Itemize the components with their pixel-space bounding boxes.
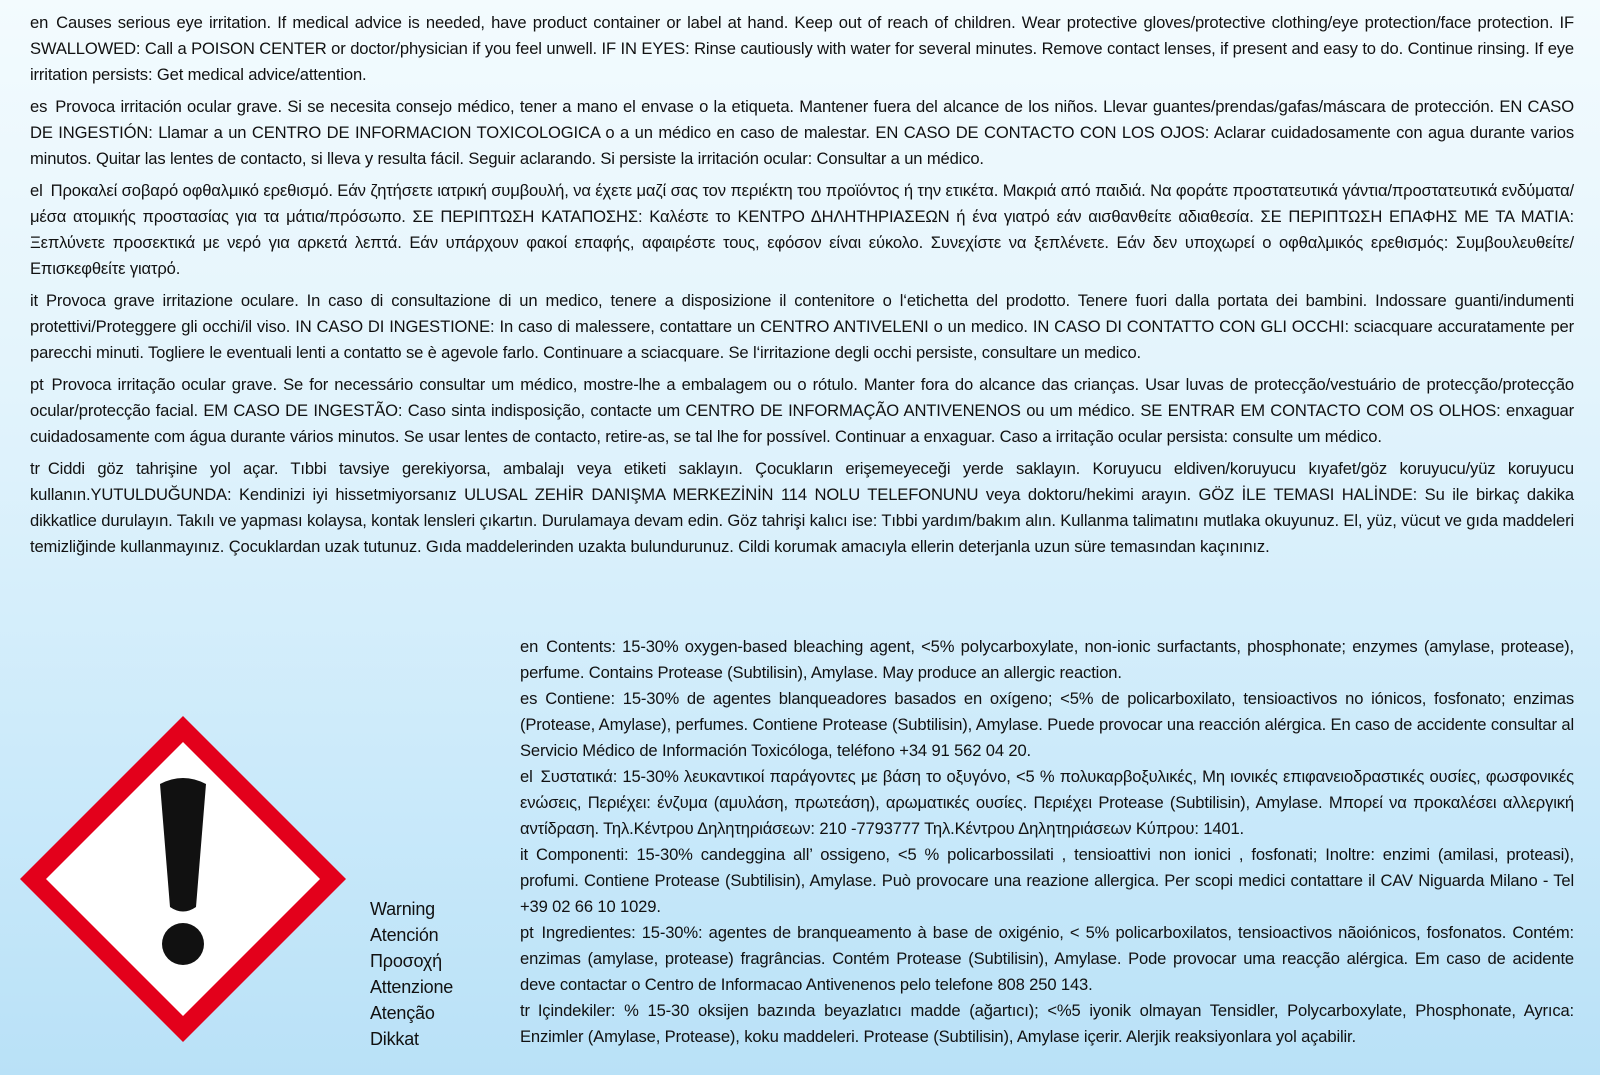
hazard-text: Provoca irritación ocular grave. Si se necesita consejo médico, tener a mano el envase o la etiqueta. Mantener fuera del alcance de los niños. Llevar guantes/prendas/gafas/máscara de protección. EN CASO DE INGESTIÓN: Llamar a un CENTRO DE INFORMACION TOXICOLOGICA o a un médico en caso de malestar. EN CASO DE CONTACTO CON LOS OJOS: Aclarar cuidadosamente con agua durante varios minutos. Quitar las lentes de contacto, si lleva y resulta fácil. Seguir aclarando. Si persiste la irritación ocular: Consultar a un médico. xyxy=(30,97,1574,168)
lang-code: it xyxy=(520,845,528,864)
lang-code: it xyxy=(30,291,38,310)
signal-word-pt: Atenção xyxy=(370,1003,435,1023)
contents-text: Contents: 15-30% oxygen-based bleaching agent, <5% polycarboxylate, non-ionic surfactants, phosphonate; enzymes (amylase, protease), perfume. Contains Protease (Subtilisin), Amylase. May produce an allergic reaction. xyxy=(520,637,1574,682)
ghs-exclamation-mark-icon xyxy=(16,712,350,1046)
lang-code: el xyxy=(30,181,43,200)
lang-code: es xyxy=(30,97,48,116)
contents-it xyxy=(520,842,1574,920)
contents-text: Içindekiler: % 15-30 oksijen bazında beyazlatıcı madde (ağartıcı); <%5 iyonik olmayan Tensidler, Polycarboxylate, Phosphonate, Ayrıca: Enzimler (Amylase, Protease), koku maddeleri. Protease (Subtilisin), Amylase içerir. Alerjik reaksiyonlara yol açabilir. xyxy=(520,1001,1574,1046)
contents-tr xyxy=(520,998,1574,1050)
lang-code: pt xyxy=(520,923,534,942)
lang-code: tr xyxy=(520,1001,530,1020)
exclamation-dot xyxy=(162,923,204,965)
contents-text: Contiene: 15-30% de agentes blanqueadores basados en oxígeno; <5% de policarboxilato, tensioactivos no iónicos, fosfonato; enzimas (Protease, Amylase), perfumes. Contiene Protease (Subtilisin), Amylase. Puede provocar una reacción alérgica. En caso de accidente consultar al Servicio Médico de Información Toxicóloga, teléfono +34 91 562 04 20. xyxy=(520,689,1574,760)
signal-word-en: Warning xyxy=(370,899,435,919)
hazard-statement-en xyxy=(30,10,1574,88)
hazard-statement-es xyxy=(30,94,1574,172)
signal-word-tr: Dikkat xyxy=(370,1029,419,1049)
signal-word-es: Atención xyxy=(370,925,439,945)
contents-pt xyxy=(520,920,1574,998)
lang-code: es xyxy=(520,689,538,708)
hazard-statement-el xyxy=(30,178,1574,282)
contents-statements xyxy=(520,634,1574,1050)
hazard-text: Causes serious eye irritation. If medical advice is needed, have product container or label at hand. Keep out of reach of children. Wear protective gloves/protective clothing/eye protection/face protection. IF SWALLOWED: Call a POISON CENTER or doctor/physician if you feel unwell. IF IN EYES: Rinse cautiously with water for several minutes. Remove contact lenses, if present and easy to do. Continue rinsing. If eye irritation persists: Get medical advice/attention. xyxy=(30,13,1574,84)
contents-text: Componenti: 15-30% candeggina all’ ossigeno, <5 % policarbossilati , tensioattivi non ionici , fosfonati; Inoltre: enzimi (amilasi, proteasi), profumi. Contiene Protease (Subtilisin), Amylase. Può provocare una reazione allergica. Per scopi medici contattare il CAV Niguarda Milano - Tel +39 02 66 10 1029. xyxy=(520,845,1574,916)
hazard-statement-it xyxy=(30,288,1574,366)
contents-text: Συστατικά: 15-30% λευκαντικοί παράγοντες με βάση το οξυγόνο, <5 % πολυκαρβοξυλικές, Μη ιονικές επιφανειοδραστικές ουσίες, φωσφονικές ενώσεις, Περιέχει: ένζυμα (αμυλάση, πρωτεάση), αρωματικές ουσίες. Περιέχει Protease (Subtilisin), Amylase. Μπορεί να προκαλέσει αλλεργική αντίδραση. Τηλ.Κέντρου Δηλητηριάσεων: 210 -7793777 Τηλ.Κέντρου Δηλητηριάσεων Κύπρου: 1401. xyxy=(520,767,1574,838)
hazard-statement-tr xyxy=(30,456,1574,560)
contents-es xyxy=(520,686,1574,764)
signal-word-it: Attenzione xyxy=(370,977,454,997)
hazard-text: Ciddi göz tahrişine yol açar. Tıbbi tavsiye gerekiyorsa, ambalajı veya etiketi saklayın. Çocukların erişemeyeceği yerde saklayın. Koruyucu eldiven/koruyucu kıyafet/göz koruyucu/yüz koruyucu kullanın.YUTULDUĞUNDA: Kendinizi iyi hissetmiyorsanız ULUSAL ZEHİR DANIŞMA MERKEZİNİN 114 NOLU TELEFONUNU veya doktoru/hekimi arayın. GÖZ İLE TEMASI HALİNDE: Su ile birkaç dakika dikkatlice durulayın. Takılı ve yapması kolaysa, kontak lensleri çıkartın. Durulamaya devam edin. Göz tahrişi kalıcı ise: Tıbbi yardım/bakım alın. Kullanma talimatını mutlaka okuyunuz. El, yüz, vücut ve gıda maddeleri temizliğinde kullanmayınız. Çocuklardan uzak tutunuz. Gıda maddelerinden uzakta bulundurunuz. Cildi korumak amacıyla ellerin deterjanla uzun süre temasından kaçınınız. xyxy=(30,459,1574,556)
contents-el xyxy=(520,764,1574,842)
signal-words xyxy=(370,896,500,1052)
contents-text: Ingredientes: 15-30%: agentes de branqueamento à base de oxigénio, < 5% policarboxilatos, tensioactivos nãoiónicos, fosfonatos. Contém: enzimas (amylase, protease) fragrâncias. Contém Protease (Subtilisin), Amylase. Pode provocar uma reacção alérgica. Em caso de acidente deve contactar o Centro de Informacao Antivenenos pelo telefone 808 250 143. xyxy=(520,923,1574,994)
lang-code: tr xyxy=(30,459,40,478)
hazard-statement-pt xyxy=(30,372,1574,450)
hazard-text: Provoca irritação ocular grave. Se for necessário consultar um médico, mostre-lhe a embalagem ou o rótulo. Manter fora do alcance das crianças. Usar luvas de protecção/vestuário de protecção/protecção ocular/protecção facial. EM CASO DE INGESTÃO: Caso sinta indisposição, contacte um CENTRO DE INFORMAÇÃO ANTIVENENOS ou um médico. SE ENTRAR EM CONTACTO COM OS OLHOS: enxaguar cuidadosamente com água durante vários minutos. Se usar lentes de contacto, retire-as, se tal lhe for possível. Continuar a enxaguar. Caso a irritação ocular persista: consulte um médico. xyxy=(30,375,1574,446)
lang-code: el xyxy=(520,767,533,786)
signal-word-el: Προσοχή xyxy=(370,951,442,971)
lang-code: en xyxy=(30,13,49,32)
hazard-text: Provoca grave irritazione oculare. In caso di consultazione di un medico, tenere a disposizione il contenitore o l‘etichetta del prodotto. Tenere fuori dalla portata dei bambini. Indossare guanti/indumenti protettivi/Proteggere gli occhi/il viso. IN CASO DI INGESTIONE: In caso di malessere, contattare un CENTRO ANTIVELENI o un medico. IN CASO DI CONTATTO CON GLI OCCHI: sciacquare accuratamente per parecchi minuti. Togliere le eventuali lenti a contatto se è agevole farlo. Continuare a sciacquare. Se l‘irritazione degli occhi persiste, consultare un medico. xyxy=(30,291,1574,362)
hazard-text: Προκαλεί σοβαρό οφθαλμικό ερεθισμό. Εάν ζητήσετε ιατρική συμβουλή, να έχετε μαζί σας τον περιέκτη του προϊόντος ή την ετικέτα. Μακριά από παιδιά. Να φοράτε προστατευτικά γάντια/προστατευτικά ενδύματα/μέσα ατομικής προστασίας για τα μάτια/πρόσωπο. ΣΕ ΠΕΡΙΠΤΩΣΗ ΚΑΤΑΠΟΣΗΣ: Καλέστε το ΚΕΝΤΡΟ ΔΗΛΗΤΗΡΙΑΣΕΩΝ ή ένα γιατρό εάν αισθανθείτε αδιαθεσία. ΣΕ ΠΕΡΙΠΤΩΣΗ ΕΠΑΦΗΣ ΜΕ ΤΑ ΜΑΤΙΑ: Ξεπλύνετε προσεκτικά με νερό για αρκετά λεπτά. Εάν υπάρχουν φακοί επαφής, αφαιρέστε τους, εφόσον είναι εύκολο. Συνεχίστε να ξεπλένετε. Εάν δεν υποχωρεί ο οφθαλμικός ερεθισμός: Συμβουλευθείτε/Επισκεφθείτε γιατρό. xyxy=(30,181,1574,278)
lang-code: en xyxy=(520,637,539,656)
contents-en xyxy=(520,634,1574,686)
lang-code: pt xyxy=(30,375,44,394)
hazard-statements xyxy=(30,10,1574,566)
